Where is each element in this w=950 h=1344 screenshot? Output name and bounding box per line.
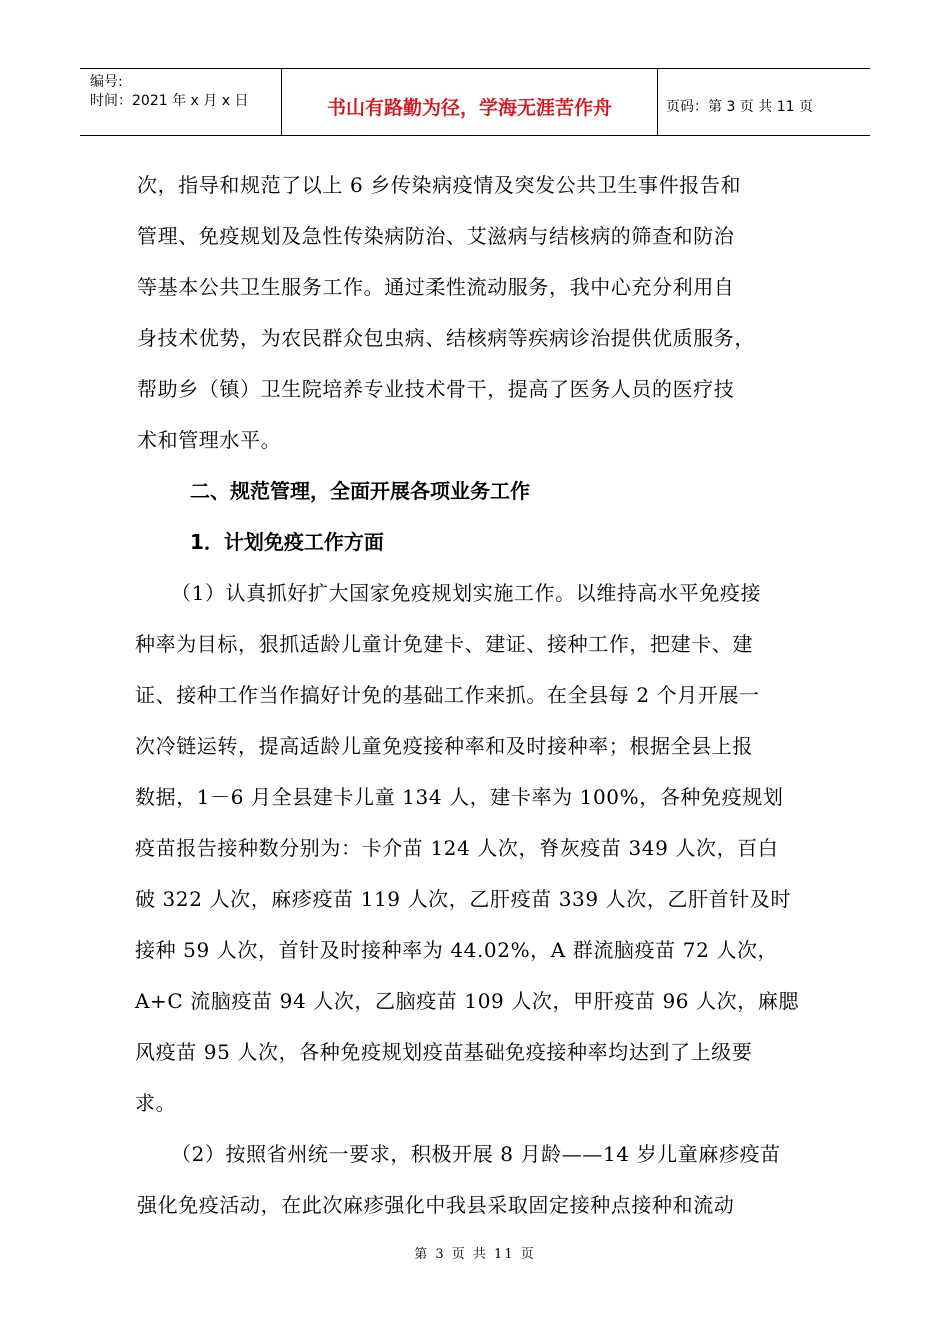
- paragraph-line: 管理、免疫规划及急性传染病防治、艾滋病与结核病的筛查和防治: [137, 224, 735, 248]
- document-date-label: 时间：2021 年 x 月 x 日: [90, 93, 249, 109]
- section-heading: 二、规范管理，全面开展各项业务工作: [190, 479, 530, 503]
- header-motto: 书山有路勤为径，学海无涯苦作舟: [326, 96, 612, 119]
- paragraph-2: [135, 568, 817, 1129]
- paragraph-line: 破 322 人次，麻疹疫苗 119 人次，乙肝疫苗 339 人次，乙肝首针及时: [135, 887, 792, 911]
- paragraph-line: 数据，1－6 月全县建卡儿童 134 人，建卡率为 100%，各种免疫规划: [135, 785, 784, 809]
- document-number-label: 编号:: [90, 74, 123, 90]
- subsection-heading: 1．计划免疫工作方面: [190, 530, 384, 554]
- header-meta-cell: [80, 69, 282, 135]
- paragraph-line: 身技术优势，为农民群众包虫病、结核病等疾病诊治提供优质服务，: [137, 326, 755, 350]
- paragraph-line: 风疫苗 95 人次，各种免疫规划疫苗基础免疫接种率均达到了上级要: [135, 1040, 753, 1064]
- document-body: [137, 160, 817, 1231]
- paragraph-line: 强化免疫活动，在此次麻疹强化中我县采取固定接种点接种和流动: [137, 1193, 735, 1217]
- header-motto-cell: [282, 69, 658, 135]
- paragraph-line: 帮助乡（镇）卫生院培养专业技术骨干，提高了医务人员的医疗技: [137, 377, 735, 401]
- paragraph-line: （1）认真抓好扩大国家免疫规划实施工作。以维持高水平免疫接: [171, 581, 762, 605]
- paragraph-line: 证、接种工作当作搞好计免的基础工作来抓。在全县每 2 个月开展一: [135, 683, 760, 707]
- paragraph-1: [137, 160, 817, 466]
- paragraph-line: 疫苗报告接种数分别为：卡介苗 124 人次，脊灰疫苗 349 人次，百白: [135, 836, 779, 860]
- paragraph-line: 求。: [135, 1091, 177, 1115]
- paragraph-line: 种率为目标，狠抓适龄儿童计免建卡、建证、接种工作，把建卡、建: [135, 632, 753, 656]
- paragraph-3: [137, 1129, 817, 1231]
- header-page-number: 页码：第 3 页 共 11 页: [666, 99, 813, 115]
- paragraph-line: （2）按照省州统一要求，积极开展 8 月龄——14 岁儿童麻疹疫苗: [171, 1142, 781, 1166]
- page-footer: 第 3 页 共 11 页: [414, 1247, 536, 1262]
- page-header: [80, 68, 870, 136]
- header-page-cell: [658, 69, 870, 135]
- paragraph-line: 接种 59 人次，首针及时接种率为 44.02%，A 群流脑疫苗 72 人次，: [135, 938, 779, 962]
- paragraph-line: 次，指导和规范了以上 6 乡传染病疫情及突发公共卫生事件报告和: [137, 173, 742, 197]
- paragraph-line: A+C 流脑疫苗 94 人次，乙脑疫苗 109 人次，甲肝疫苗 96 人次，麻腮: [135, 989, 800, 1013]
- paragraph-line: 次冷链运转，提高适龄儿童免疫接种率和及时接种率；根据全县上报: [135, 734, 753, 758]
- paragraph-line: 等基本公共卫生服务工作。通过柔性流动服务，我中心充分利用自: [137, 275, 735, 299]
- paragraph-line: 术和管理水平。: [137, 428, 282, 452]
